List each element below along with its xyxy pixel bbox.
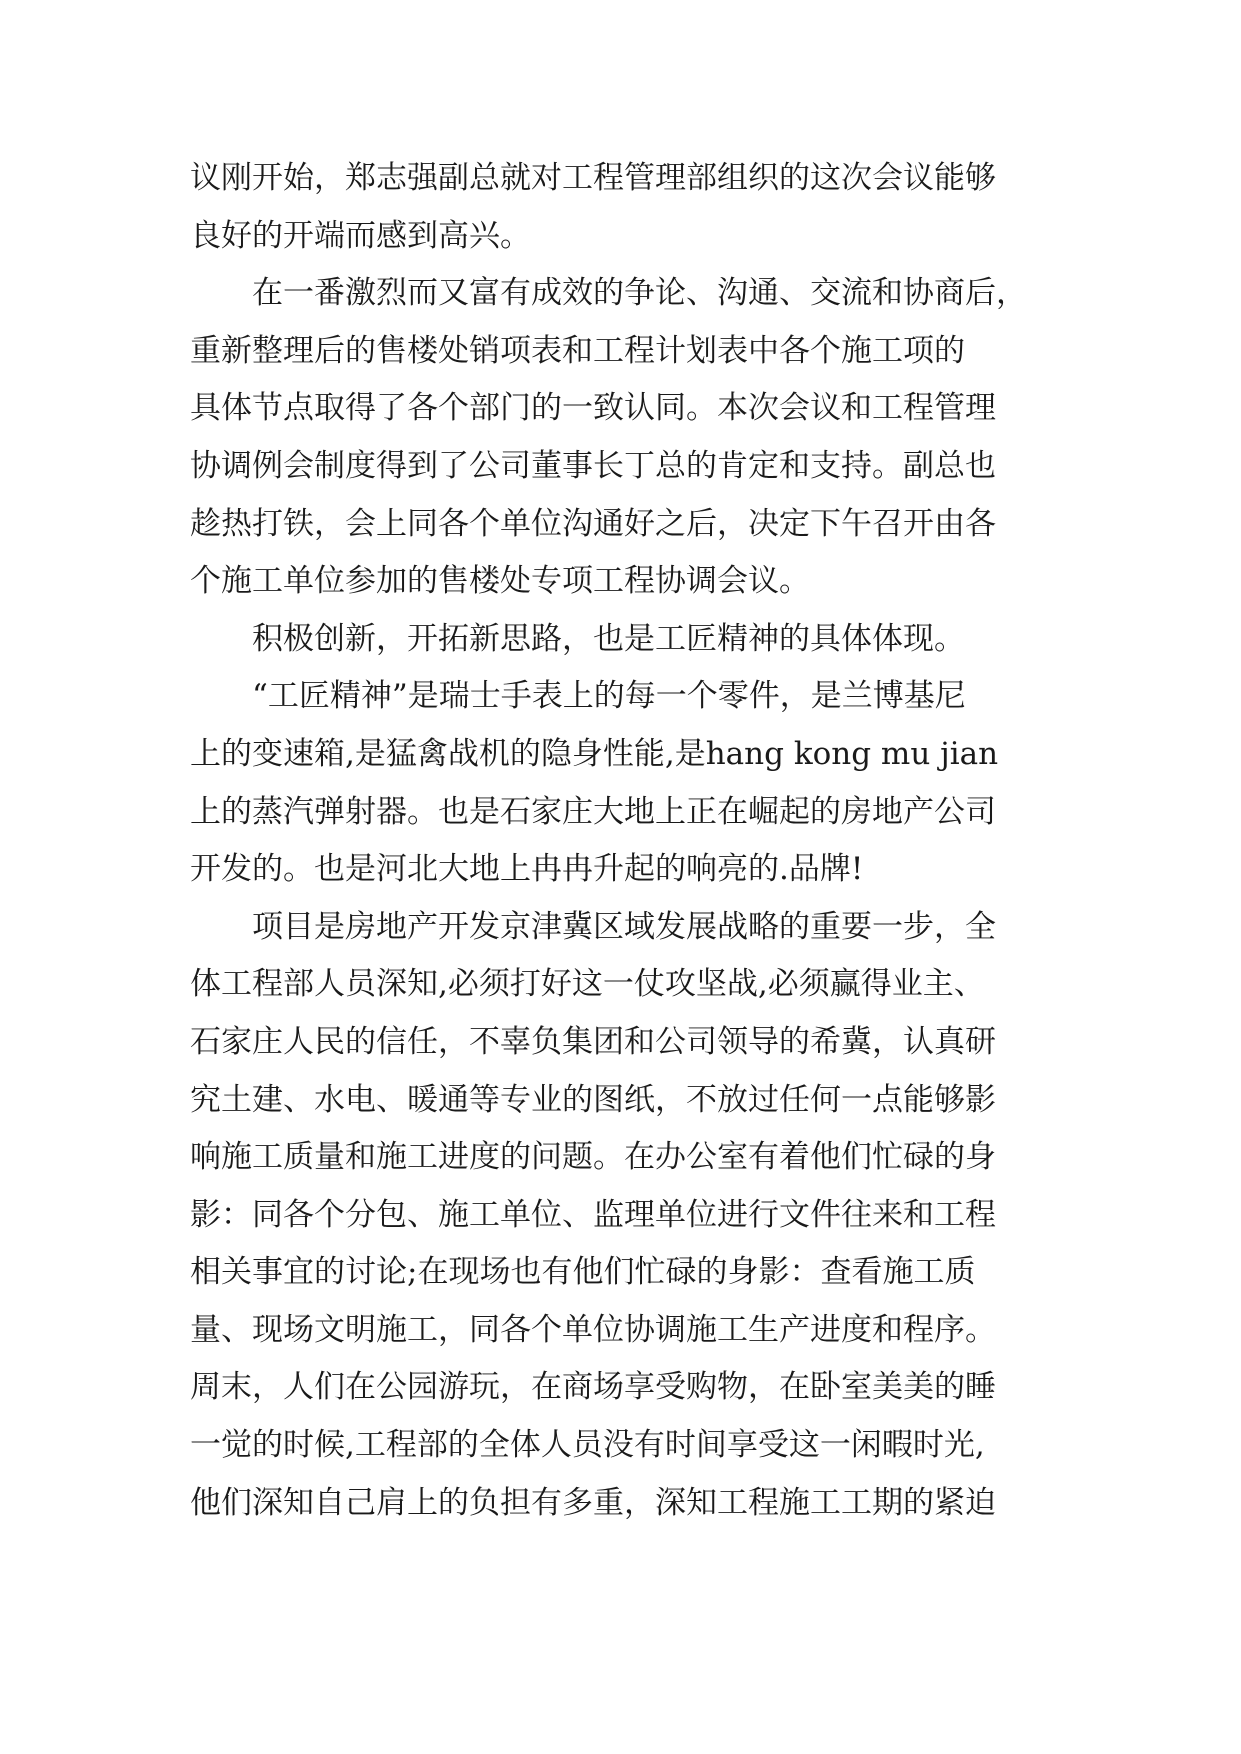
text-line: 体工程部人员深知,必须打好这一仗攻坚战,必须赢得业主、 xyxy=(190,966,985,1003)
text-line: 协调例会制度得到了公司董事长丁总的肯定和支持。副总也 xyxy=(190,447,996,484)
text-line: 议刚开始，郑志强副总就对工程管理部组织的这次会议能够 xyxy=(190,160,996,196)
text-line: 开发的。也是河北大地上冉冉升起的响亮的.品牌! xyxy=(190,851,864,888)
text-line: 相关事宜的讨论;在现场也有他们忙碌的身影：查看施工质 xyxy=(190,1254,976,1291)
text-line: 趁热打铁，会上同各个单位沟通好之后，决定下午召开由各 xyxy=(190,505,996,542)
text-line: 具体节点取得了各个部门的一致认同。本次会议和工程管理 xyxy=(190,390,996,427)
text-line: 在一番激烈而又富有成效的争论、沟通、交流和协商后， xyxy=(252,275,1027,312)
text-line: 响施工质量和施工进度的问题。在办公室有着他们忙碌的身 xyxy=(190,1139,996,1176)
text-line: 量、现场文明施工，同各个单位协调施工生产进度和程序。 xyxy=(190,1311,996,1348)
text-line: 积极创新，开拓新思路，也是工匠精神的具体体现。 xyxy=(252,620,965,657)
text-line: 项目是房地产开发京津冀区域发展战略的重要一步，全 xyxy=(252,908,996,945)
text-line: 上的蒸汽弹射器。也是石家庄大地上正在崛起的房地产公司 xyxy=(190,793,996,830)
text-line: 一觉的时候,工程部的全体人员没有时间享受这一闲暇时光, xyxy=(190,1427,985,1464)
text-line: 他们深知自己肩上的负担有多重，深知工程施工工期的紧迫 xyxy=(190,1484,996,1521)
text-line: “工匠精神”是瑞士手表上的每一个零件，是兰博基尼 xyxy=(252,678,966,715)
text-line: 石家庄人民的信任，不辜负集团和公司领导的希冀，认真研 xyxy=(190,1023,996,1060)
text-line: 重新整理后的售楼处销项表和工程计划表中各个施工项的 xyxy=(190,332,965,369)
text-line: 周末，人们在公园游玩，在商场享受购物，在卧室美美的睡 xyxy=(190,1369,996,1406)
text-line: 个施工单位参加的售楼处专项工程协调会议。 xyxy=(190,563,810,600)
text-line: 良好的开端而感到高兴。 xyxy=(190,217,531,254)
body-text xyxy=(190,150,1070,1532)
text-line: 上的变速箱,是猛禽战机的隐身性能,是hang kong mu jian xyxy=(190,735,999,772)
text-line: 究土建、水电、暖通等专业的图纸，不放过任何一点能够影 xyxy=(190,1081,996,1118)
text-line: 影：同各个分包、施工单位、监理单位进行文件往来和工程 xyxy=(190,1196,996,1233)
